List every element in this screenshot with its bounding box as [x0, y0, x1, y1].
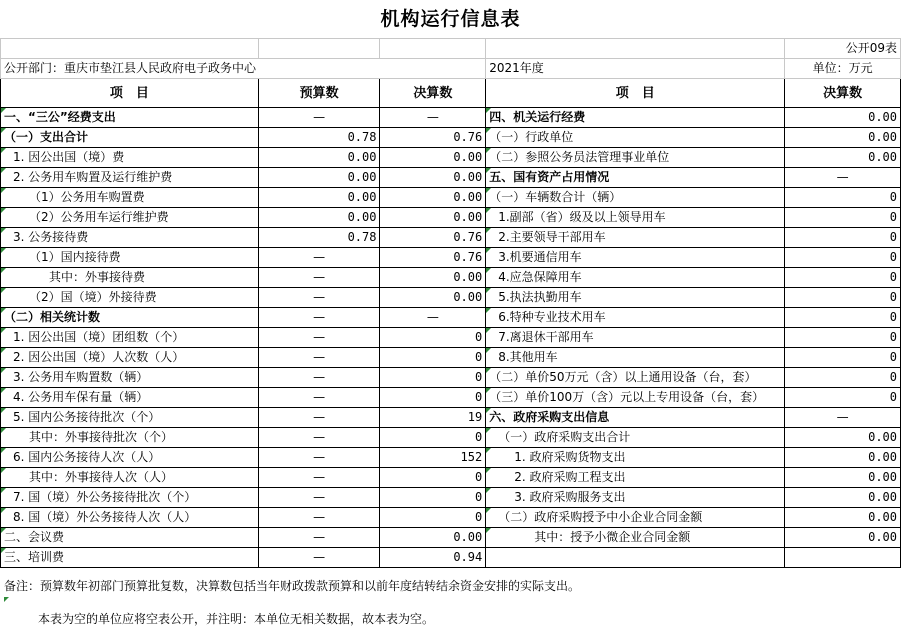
- right-final-value: 0: [785, 328, 901, 348]
- left-item-label: 8. 国（境）外公务接待人次（人）: [1, 508, 259, 528]
- right-item-label: 2. 政府采购工程支出: [486, 468, 785, 488]
- header-item-2: 项 目: [486, 79, 785, 108]
- right-final-value: 0.00: [785, 508, 901, 528]
- final-value: 0: [380, 388, 486, 408]
- budget-value: 0.78: [258, 228, 380, 248]
- final-value: 0: [380, 368, 486, 388]
- table-row: [1, 248, 901, 268]
- right-final-value: 0: [785, 248, 901, 268]
- final-value: 0.00: [380, 168, 486, 188]
- budget-value: —: [258, 388, 380, 408]
- info-table: [0, 38, 901, 568]
- right-item-label: （一）行政单位: [486, 128, 785, 148]
- table-row: [1, 508, 901, 528]
- table-row: [1, 288, 901, 308]
- right-item-label: （一）政府采购支出合计: [486, 428, 785, 448]
- budget-value: —: [258, 528, 380, 548]
- table-row: [1, 308, 901, 328]
- left-item-label: 2. 因公出国（境）人次数（人）: [1, 348, 259, 368]
- right-final-value: 0.00: [785, 428, 901, 448]
- right-final-value: 0: [785, 188, 901, 208]
- right-item-label: 1. 政府采购货物支出: [486, 448, 785, 468]
- final-value: 0: [380, 328, 486, 348]
- table-row: [1, 168, 901, 188]
- table-number: 公开09表: [785, 39, 901, 59]
- budget-value: —: [258, 288, 380, 308]
- table-row: [1, 228, 901, 248]
- right-final-value: 0.00: [785, 128, 901, 148]
- right-item-label: 1.副部（省）级及以上领导用车: [486, 208, 785, 228]
- final-value: —: [380, 308, 486, 328]
- table-row: [1, 468, 901, 488]
- left-item-label: 其中：外事接待人次（人）: [1, 468, 259, 488]
- right-item-label: （三）单价100万（含）元以上专用设备（台，套）: [486, 388, 785, 408]
- right-final-value: 0: [785, 368, 901, 388]
- right-final-value: —: [785, 408, 901, 428]
- right-final-value: 0.00: [785, 148, 901, 168]
- right-item-label: 其中：授予小微企业合同金额: [486, 528, 785, 548]
- table-row: [1, 488, 901, 508]
- budget-value: —: [258, 408, 380, 428]
- left-item-label: 1. 因公出国（境）团组数（个）: [1, 328, 259, 348]
- right-final-value: 0.00: [785, 528, 901, 548]
- final-value: 152: [380, 448, 486, 468]
- final-value: 0.76: [380, 128, 486, 148]
- right-item-label: 5.执法执勤用车: [486, 288, 785, 308]
- right-final-value: 0.00: [785, 468, 901, 488]
- header-final-2: 决算数: [785, 79, 901, 108]
- final-value: 0.00: [380, 288, 486, 308]
- budget-value: —: [258, 488, 380, 508]
- budget-value: —: [258, 108, 380, 128]
- table-row: [1, 328, 901, 348]
- left-item-label: （2）公务用车运行维护费: [1, 208, 259, 228]
- header-final: 决算数: [380, 79, 486, 108]
- final-value: 19: [380, 408, 486, 428]
- left-item-label: 6. 国内公务接待人次（人）: [1, 448, 259, 468]
- table-row: [1, 208, 901, 228]
- right-item-label: 3.机要通信用车: [486, 248, 785, 268]
- budget-value: —: [258, 268, 380, 288]
- right-final-value: 0: [785, 348, 901, 368]
- left-item-label: 3. 公务用车购置数（辆）: [1, 368, 259, 388]
- left-item-label: （二）相关统计数: [1, 308, 259, 328]
- final-value: 0.00: [380, 268, 486, 288]
- table-row: [1, 448, 901, 468]
- right-final-value: 0.00: [785, 448, 901, 468]
- budget-value: —: [258, 468, 380, 488]
- budget-value: 0.00: [258, 168, 380, 188]
- budget-value: —: [258, 308, 380, 328]
- right-item-label: 6.特种专业技术用车: [486, 308, 785, 328]
- table-row: [1, 128, 901, 148]
- note-empty-table: 本表为空的单位应将空表公开，并注明：本单位无相关数据，故本表为空。: [38, 612, 435, 626]
- right-final-value: 0: [785, 228, 901, 248]
- table-row: [1, 408, 901, 428]
- final-value: —: [380, 108, 486, 128]
- budget-value: —: [258, 508, 380, 528]
- final-value: 0.00: [380, 208, 486, 228]
- left-item-label: 1. 因公出国（境）费: [1, 148, 259, 168]
- table-row: [1, 528, 901, 548]
- budget-value: 0.00: [258, 208, 380, 228]
- cell-flag-icon: [4, 597, 10, 611]
- right-final-value: 0: [785, 208, 901, 228]
- left-item-label: 其中：外事接待批次（个）: [1, 428, 259, 448]
- left-item-label: 二、会议费: [1, 528, 259, 548]
- final-value: 0.00: [380, 148, 486, 168]
- left-item-label: 其中：外事接待费: [1, 268, 259, 288]
- left-item-label: 一、“三公”经费支出: [1, 108, 259, 128]
- budget-value: —: [258, 248, 380, 268]
- table-row: [1, 348, 901, 368]
- final-value: 0.00: [380, 188, 486, 208]
- left-item-label: 4. 公务用车保有量（辆）: [1, 388, 259, 408]
- right-item-label: 五、国有资产占用情况: [486, 168, 785, 188]
- budget-value: —: [258, 548, 380, 568]
- unit-label: 单位：万元: [785, 59, 901, 79]
- budget-value: —: [258, 348, 380, 368]
- table-row: [1, 268, 901, 288]
- budget-value: 0.00: [258, 148, 380, 168]
- left-item-label: 5. 国内公务接待批次（个）: [1, 408, 259, 428]
- table-row: [1, 428, 901, 448]
- budget-value: 0.78: [258, 128, 380, 148]
- header-row: [1, 79, 901, 108]
- right-final-value: 0: [785, 288, 901, 308]
- right-final-value: 0: [785, 308, 901, 328]
- budget-value: —: [258, 448, 380, 468]
- right-final-value: 0: [785, 388, 901, 408]
- page-title: 机构运行信息表: [380, 8, 521, 30]
- right-item-label: 四、机关运行经费: [486, 108, 785, 128]
- right-item-label: 4.应急保障用车: [486, 268, 785, 288]
- table-row: [1, 148, 901, 168]
- year-label: 2021年度: [486, 59, 785, 79]
- right-item-label: 2.主要领导干部用车: [486, 228, 785, 248]
- left-item-label: （1）国内接待费: [1, 248, 259, 268]
- meta-row: [1, 59, 901, 79]
- right-item-label: 六、政府采购支出信息: [486, 408, 785, 428]
- final-value: 0: [380, 508, 486, 528]
- left-item-label: （一）支出合计: [1, 128, 259, 148]
- header-item: 项 目: [1, 79, 259, 108]
- right-item-label: （二）单价50万元（含）以上通用设备（台，套）: [486, 368, 785, 388]
- budget-value: —: [258, 368, 380, 388]
- budget-value: —: [258, 328, 380, 348]
- right-item-label: 8.其他用车: [486, 348, 785, 368]
- right-final-value: 0.00: [785, 108, 901, 128]
- left-item-label: 2. 公务用车购置及运行维护费: [1, 168, 259, 188]
- right-item-label: [486, 548, 785, 568]
- right-item-label: （二）政府采购授予中小企业合同金额: [486, 508, 785, 528]
- final-value: 0: [380, 468, 486, 488]
- budget-value: 0.00: [258, 188, 380, 208]
- top-row: [1, 39, 901, 59]
- right-final-value: 0: [785, 268, 901, 288]
- table-row: [1, 548, 901, 568]
- left-item-label: （1）公务用车购置费: [1, 188, 259, 208]
- header-budget: 预算数: [258, 79, 380, 108]
- budget-value: —: [258, 428, 380, 448]
- right-final-value: 0.00: [785, 488, 901, 508]
- right-item-label: 7.离退休干部用车: [486, 328, 785, 348]
- table-row: [1, 108, 901, 128]
- final-value: 0: [380, 348, 486, 368]
- table-row: [1, 368, 901, 388]
- note-remark: 备注：预算数年初部门预算批复数，决算数包括当年财政拨款预算和以前年度结转结余资金安排的实际支出。: [4, 579, 581, 593]
- final-value: 0.76: [380, 248, 486, 268]
- right-item-label: （二）参照公务员法管理事业单位: [486, 148, 785, 168]
- final-value: 0: [380, 488, 486, 508]
- right-item-label: 3. 政府采购服务支出: [486, 488, 785, 508]
- right-final-value: —: [785, 168, 901, 188]
- table-row: [1, 388, 901, 408]
- final-value: 0.76: [380, 228, 486, 248]
- left-item-label: （2）国（境）外接待费: [1, 288, 259, 308]
- left-item-label: 3. 公务接待费: [1, 228, 259, 248]
- table-row: [1, 188, 901, 208]
- final-value: 0.00: [380, 528, 486, 548]
- left-item-label: 7. 国（境）外公务接待批次（个）: [1, 488, 259, 508]
- left-item-label: 三、培训费: [1, 548, 259, 568]
- right-final-value: [785, 548, 901, 568]
- department-label: 公开部门：重庆市垫江县人民政府电子政务中心: [1, 59, 486, 79]
- final-value: 0: [380, 428, 486, 448]
- final-value: 0.94: [380, 548, 486, 568]
- right-item-label: （一）车辆数合计（辆）: [486, 188, 785, 208]
